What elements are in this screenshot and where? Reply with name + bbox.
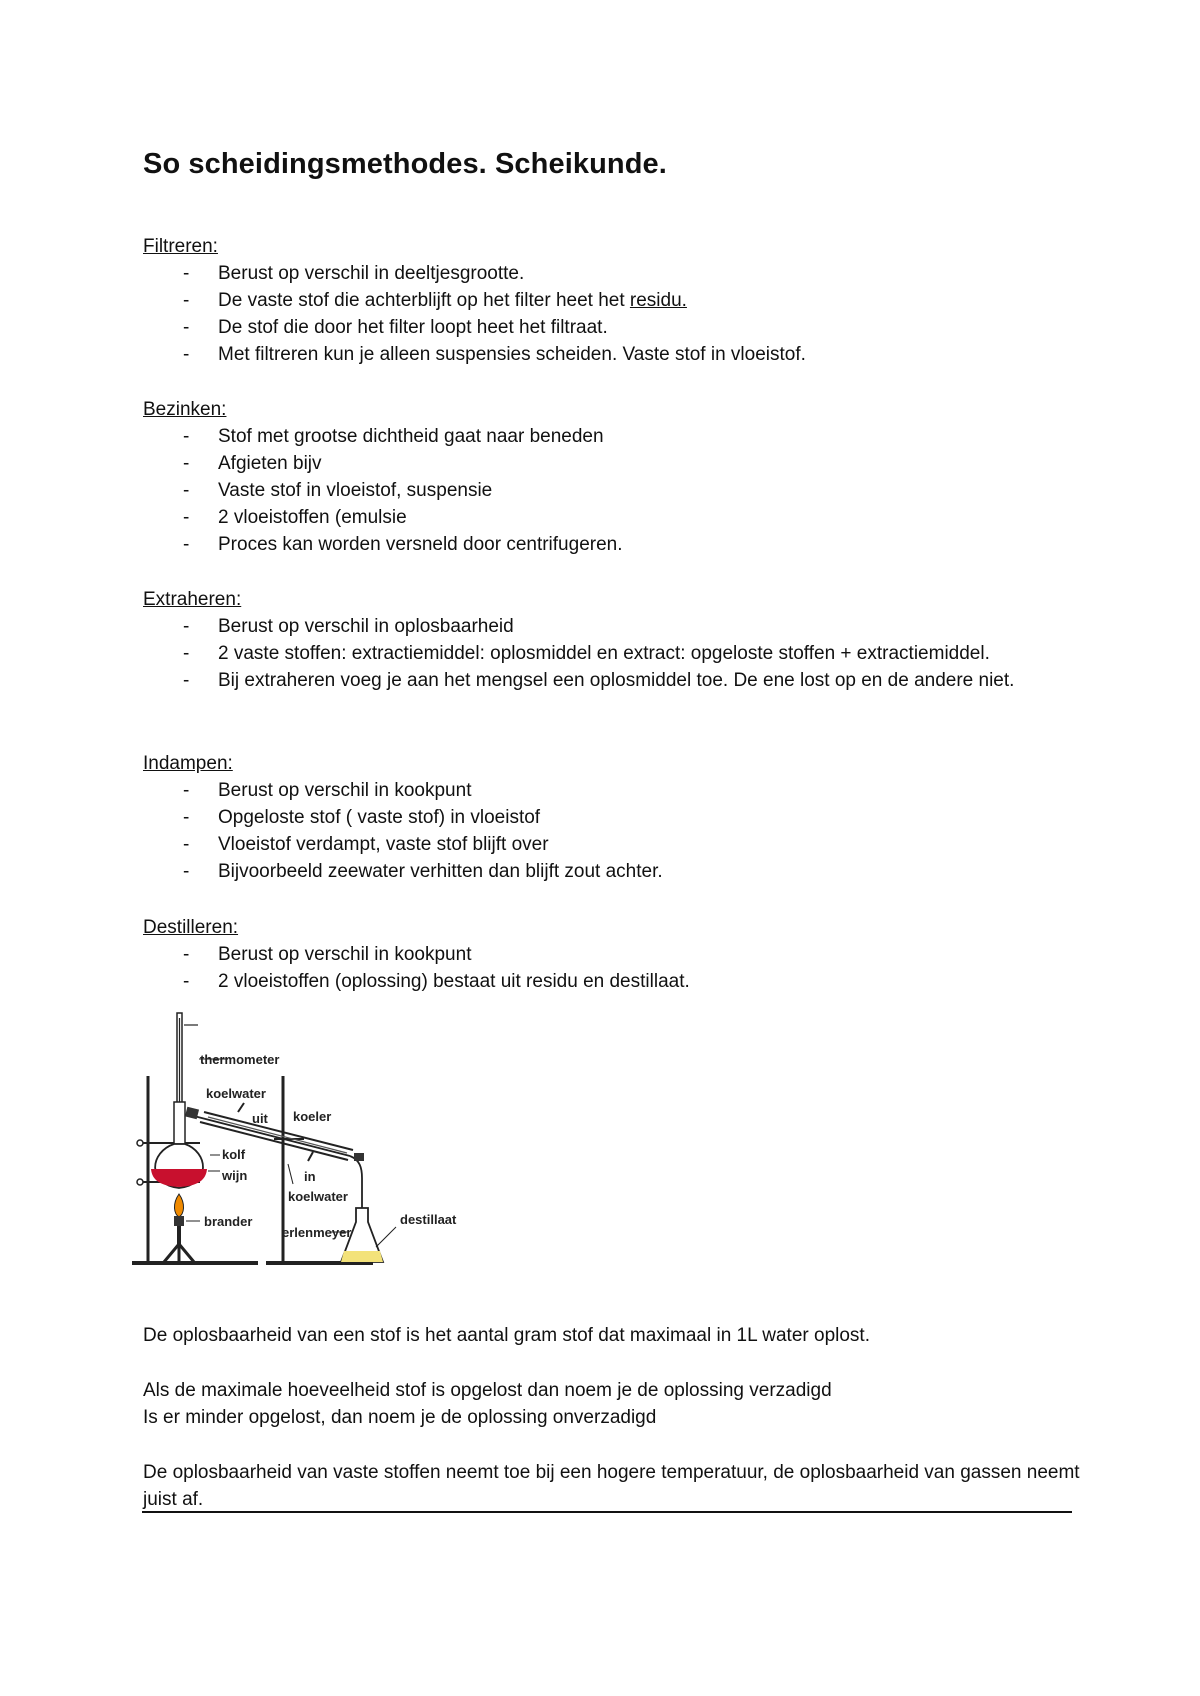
paragraph-oplosbaarheid: De oplosbaarheid van een stof is het aantal gram stof dat maximaal in 1L water oplost. — [143, 1325, 870, 1346]
distillation-diagram — [128, 1008, 478, 1273]
bullet-list — [143, 941, 1083, 995]
section-bezinken — [143, 396, 1083, 558]
bullet-list — [143, 777, 1083, 885]
list-item: - De stof die door het filter loopt heet het filtraat. — [143, 314, 1083, 341]
label-brander: brander — [204, 1214, 253, 1229]
label-thermometer: thermometer — [200, 1052, 280, 1067]
label-wijn: wijn — [222, 1168, 248, 1183]
list-item — [143, 287, 1083, 314]
list-item: - Vaste stof in vloeistof, suspensie — [143, 477, 1083, 504]
list-item: - 2 vloeistoffen (emulsie — [143, 504, 1083, 531]
section-heading: Extraheren: — [143, 589, 242, 610]
list-item: - Berust op verschil in kookpunt — [143, 941, 1083, 968]
list-item: - Met filtreren kun je alleen suspensies scheiden. Vaste stof in vloeistof. — [143, 341, 1083, 368]
paragraph-onverzadigd: Is er minder opgelost, dan noem je de oplossing onverzadigd — [143, 1407, 657, 1428]
label-koelwater-bottom: koelwater — [288, 1189, 348, 1204]
list-item-text: De vaste stof die achterblijft op het filter heet het — [218, 290, 630, 311]
list-item: - Stof met grootse dichtheid gaat naar beneden — [143, 423, 1083, 450]
section-heading: Bezinken: — [143, 399, 227, 420]
paragraph-verzadigd: Als de maximale hoeveelheid stof is opgelost dan noem je de oplossing verzadigd — [143, 1380, 832, 1401]
list-item: - Bij extraheren voeg je aan het mengsel een oplosmiddel toe. De ene lost op en de andere niet. — [143, 667, 1083, 694]
underlined-term: residu. — [629, 290, 687, 311]
list-item: - Afgieten bijv — [143, 450, 1083, 477]
label-uit: uit — [252, 1111, 268, 1126]
bullet-list — [143, 260, 1083, 368]
section-heading: Destilleren: — [143, 917, 239, 938]
page-title: So scheidingsmethodes. Scheikunde. — [143, 148, 667, 180]
list-item: - 2 vaste stoffen: extractiemiddel: oplosmiddel en extract: opgeloste stoffen + extractiemiddel. — [143, 640, 1083, 667]
label-koeler: koeler — [293, 1109, 332, 1124]
bullet-list — [143, 423, 1083, 558]
list-item: - Proces kan worden versneld door centrifugeren. — [143, 531, 1083, 558]
paragraph-temperatuur: De oplosbaarheid van vaste stoffen neemt toe bij een hogere temperatuur, de oplosbaarheid van gassen neemt juist af. — [143, 1462, 1080, 1510]
bullet-list — [143, 613, 1083, 694]
list-item: - Berust op verschil in kookpunt — [143, 777, 1083, 804]
label-koelwater-top: koelwater — [206, 1086, 266, 1101]
list-item: - Bijvoorbeeld zeewater verhitten dan blijft zout achter. — [143, 858, 1083, 885]
burner — [164, 1194, 194, 1262]
label-in: in — [304, 1169, 316, 1184]
label-kolf: kolf — [222, 1147, 246, 1162]
list-item: - Vloeistof verdampt, vaste stof blijft over — [143, 831, 1083, 858]
bottom-rule — [142, 1511, 1072, 1513]
wine-liquid — [151, 1169, 207, 1187]
section-destilleren — [143, 914, 1083, 995]
section-extraheren — [143, 586, 1083, 694]
label-destillaat: destillaat — [400, 1212, 457, 1227]
list-item: - Berust op verschil in deeltjesgrootte. — [143, 260, 1083, 287]
section-heading: Indampen: — [143, 753, 233, 774]
section-heading: Filtreren: — [143, 236, 218, 257]
label-erlenmeyer: erlenmeyer — [282, 1225, 352, 1240]
list-item: - Berust op verschil in oplosbaarheid — [143, 613, 1083, 640]
distillation-flask — [151, 1102, 207, 1188]
list-item: - Opgeloste stof ( vaste stof) in vloeistof — [143, 804, 1083, 831]
list-item: - 2 vloeistoffen (oplossing) bestaat uit residu en destillaat. — [143, 968, 1083, 995]
section-indampen — [143, 750, 1083, 885]
section-filtreren — [143, 233, 1083, 368]
